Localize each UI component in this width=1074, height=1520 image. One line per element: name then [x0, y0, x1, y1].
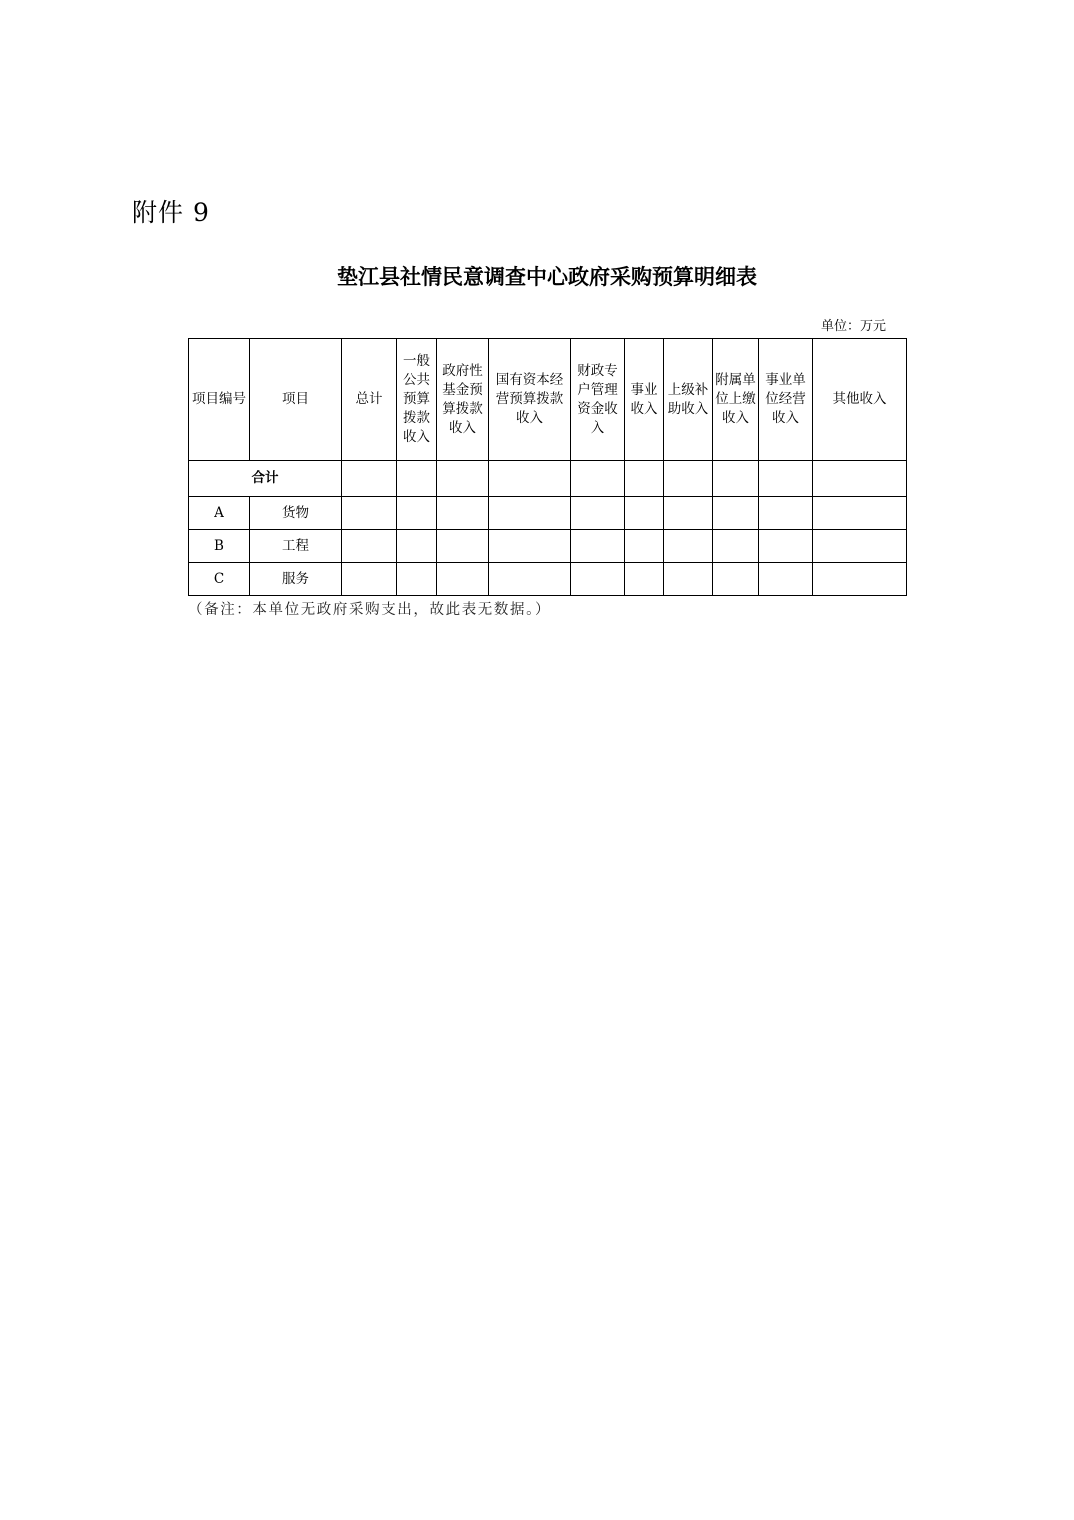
table-cell [342, 497, 397, 530]
table-cell [664, 563, 713, 596]
table-row [189, 563, 907, 596]
item-name: 货物 [250, 497, 342, 530]
document-title: 垫江县社情民意调查中心政府采购预算明细表 [337, 264, 757, 289]
table-row [189, 497, 907, 530]
header-cell: 国有资本经营预算拨款收入 [489, 339, 571, 461]
unit-label: 单位：万元 [820, 319, 886, 334]
table-header-row [189, 339, 907, 461]
table-cell [437, 497, 489, 530]
attachment-label: 附件 9 [132, 198, 210, 227]
item-name: 服务 [250, 563, 342, 596]
table-cell [759, 563, 813, 596]
table-cell [664, 461, 713, 497]
header-cell: 其他收入 [813, 339, 907, 461]
header-cell: 项目 [250, 339, 342, 461]
table-note: （备注：本单位无政府采购支出，故此表无数据。） [188, 602, 552, 618]
header-cell: 上级补助收入 [664, 339, 713, 461]
table-cell [489, 563, 571, 596]
table-cell [489, 497, 571, 530]
header-cell: 事业单位经营收入 [759, 339, 813, 461]
table-cell [437, 530, 489, 563]
table-cell [625, 563, 664, 596]
table-cell [571, 461, 625, 497]
table-cell [437, 563, 489, 596]
table-cell [713, 563, 759, 596]
table-cell [571, 530, 625, 563]
table-cell [713, 530, 759, 563]
header-cell: 总计 [342, 339, 397, 461]
table-cell [625, 461, 664, 497]
table-row [189, 530, 907, 563]
table-cell [759, 461, 813, 497]
table-cell [571, 563, 625, 596]
table-cell [813, 530, 907, 563]
header-cell: 附属单位上缴收入 [713, 339, 759, 461]
item-name: 工程 [250, 530, 342, 563]
table-cell [342, 530, 397, 563]
table-cell [397, 461, 437, 497]
header-cell: 政府性基金预算拨款收入 [437, 339, 489, 461]
table-cell [489, 530, 571, 563]
table-cell [397, 530, 437, 563]
table-cell [397, 563, 437, 596]
table-cell [489, 461, 571, 497]
table-cell [759, 497, 813, 530]
table-cell [437, 461, 489, 497]
table-cell [342, 461, 397, 497]
total-row [189, 461, 907, 497]
item-code: B [189, 530, 250, 563]
table-cell [664, 530, 713, 563]
table-cell [571, 497, 625, 530]
table-cell [713, 461, 759, 497]
header-cell: 财政专户管理资金收入 [571, 339, 625, 461]
table-cell [759, 530, 813, 563]
total-label: 合计 [189, 461, 342, 497]
item-code: C [189, 563, 250, 596]
table-cell [813, 497, 907, 530]
item-code: A [189, 497, 250, 530]
procurement-budget-table [188, 338, 907, 596]
table-cell [813, 563, 907, 596]
header-cell: 项目编号 [189, 339, 250, 461]
table-cell [664, 497, 713, 530]
table-cell [713, 497, 759, 530]
table-cell [342, 563, 397, 596]
header-cell: 一般公共预算拨款收入 [397, 339, 437, 461]
table-cell [813, 461, 907, 497]
table-cell [625, 530, 664, 563]
table-cell [397, 497, 437, 530]
table-cell [625, 497, 664, 530]
header-cell: 事业收入 [625, 339, 664, 461]
